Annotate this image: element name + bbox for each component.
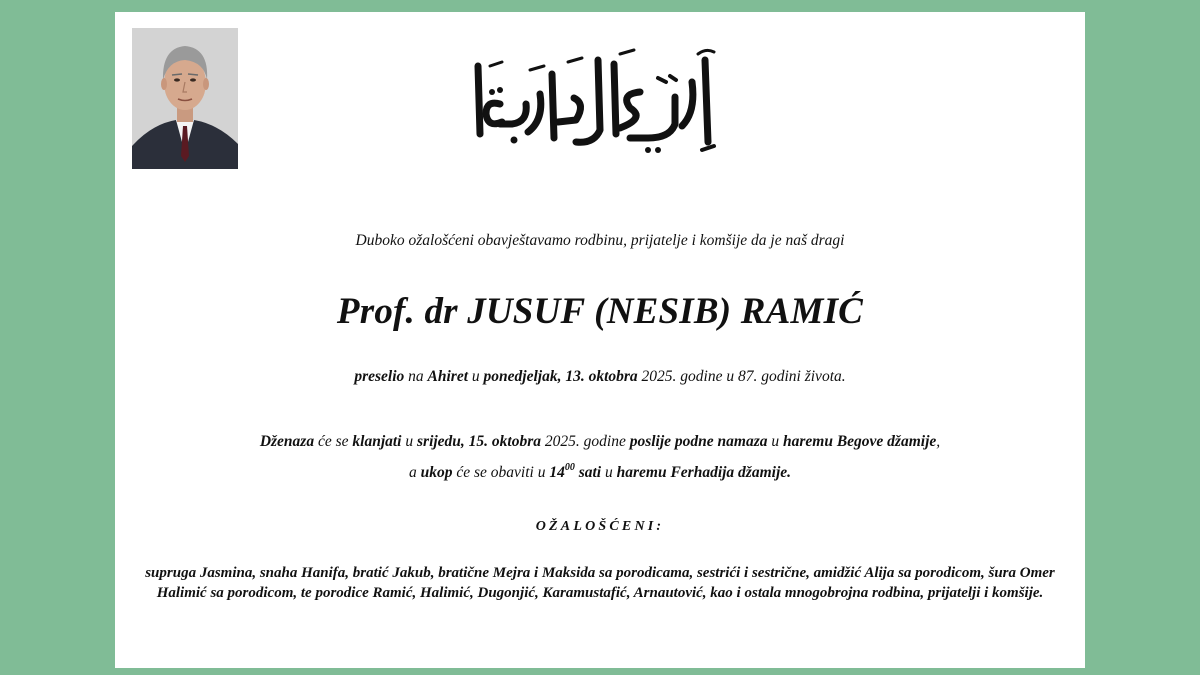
passing-details: preselio na Ahiret u ponedjeljak, 13. oktobra 2025. godine u 87. godini života. bbox=[354, 368, 846, 385]
funeral-line-1: Dženaza će se klanjati u srijedu, 15. oktobra 2025. godine poslije podne namaza u haremu Begove džamije, bbox=[259, 433, 941, 450]
mourners-list: supruga Jasmina, snaha Hanifa, bratić Jakub, bratične Mejra i Maksida sa porodicama, sestrići i sestrične, amidžić Alija sa porodicom, šura Omer Halimić sa porodicom, te porodice Ramić, Halimić, Dugonjić, Karamustafić, Arnautović, kao i ostala mnogobrojna rodbina, prijatelji i komšije. bbox=[145, 565, 1055, 601]
mourners-heading: OŽALOŠĆENI: bbox=[535, 519, 665, 534]
portrait-photo bbox=[132, 28, 238, 169]
deceased-name: Prof. dr JUSUF (NESIB) RAMIĆ bbox=[336, 291, 864, 332]
funeral-details bbox=[115, 429, 1085, 486]
funeral-line-2: a ukop će se obaviti u $14^{00}$ sati u haremu Ferhadija džamije. bbox=[408, 462, 792, 481]
arabic-calligraphy-logo bbox=[470, 42, 730, 162]
obituary-card bbox=[115, 12, 1085, 668]
intro-text: Duboko ožalošćeni obavještavamo rodbinu, prijatelje i komšije da je naš dragi bbox=[355, 232, 845, 249]
